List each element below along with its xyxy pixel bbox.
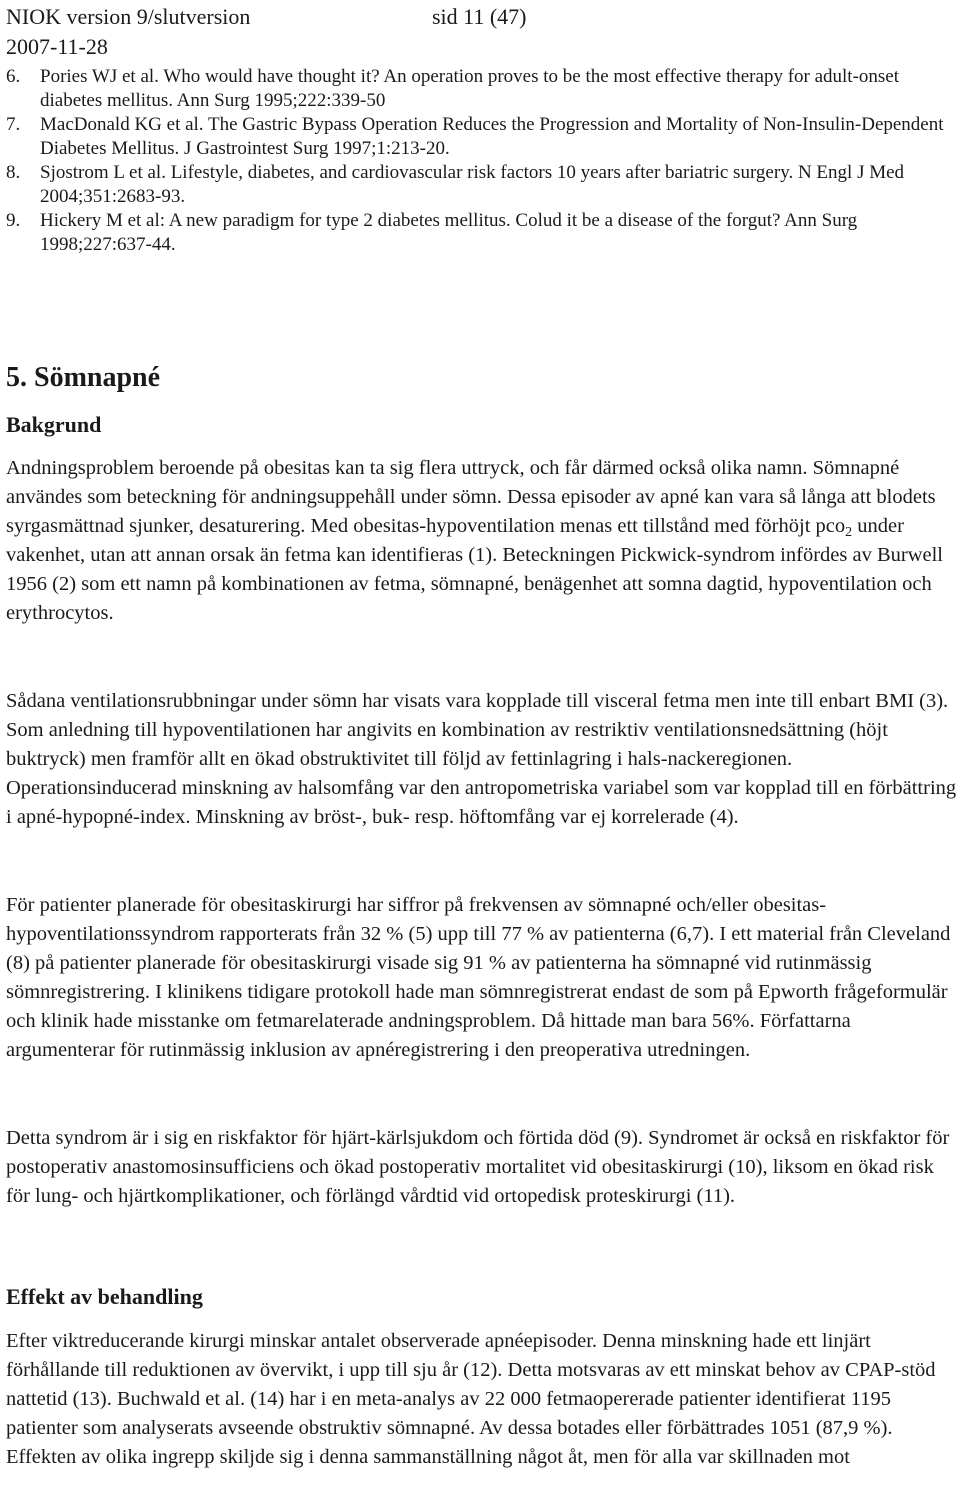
paragraph: Efter viktreducerande kirurgi minskar antalet observerade apnéepisoder. Denna minskning hade ett linjärt förhållande till reduktionen av övervikt, i upp till sju år (12). Detta motsvaras av ett minskat behov av CPAP-stöd nattetid (13). Buchwald et al. (14) har i en meta-analys av 22 000 fetmaopererade patienter identifierat 1195 patienter som analyserats avseende obstruktiv sömnapné. Av dessa botades eller förbättrades 1051 (87,9 %). Effekten av olika ingrepp skiljde sig i denna sammanställning något åt, men för alla var skillnaden mot [6,1330,936,1468]
document-version: NIOK version 9/slutversion [6,4,251,29]
reference-text: Hickery M et al: A new paradigm for type 2 diabetes mellitus. Colud it be a disease of the forgut? Ann Surg 1998;227:637-44. [40,210,858,255]
reference-item [6,209,956,257]
page-header [6,2,527,62]
document-date: 2007-11-28 [6,34,108,59]
subsection-heading-effekt: Effekt av behandling [6,1284,203,1309]
reference-item [6,161,956,209]
paragraph-text: Andningsproblem beroende på obesitas kan ta sig flera uttryck, och får därmed också olika namn. Sömnapné användes som beteckning för andningsuppehåll under sömn. Dessa episoder av apné kan vara så långa att blodets syrgasmättnad sjunker, desaturering. Med obesitas-hypoventilation menas ett tillstånd med förhöjt pco [6,457,936,537]
reference-number: 7. [6,114,21,135]
page-number: sid 11 (47) [432,4,527,29]
paragraph: För patienter planerade för obesitaskirurgi har siffror på frekvensen av sömnapné och/eller obesitas-hypoventilationssyndrom rapporterats från 32 % (5) upp till 77 % av patienterna (6,7). I ett material från Cleveland (8) på patienter planerade för obesitaskirurgi visade sig 91 % av patienterna ha sömnapné vid rutinmässig sömnregistrering. I klinikens tidigare protokoll hade man sömnregistrerat endast de som på Epworth frågeformulär och klinik hade misstanke om fetmarelaterade andningsproblem. Då hittade man bara 56%. Författarna argumenterar för rutinmässig inklusion av apnéregistrering i den preoperativa utredningen. [6,894,951,1061]
section-title: 5. Sömnapné [6,362,161,393]
header-date-row [6,32,250,62]
reference-text: Sjostrom L et al. Lifestyle, diabetes, and cardiovascular risk factors 10 years after bariatric surgery. N Engl J Med 2004;351:2683-93. [40,162,905,207]
reference-number: 6. [6,66,21,87]
paragraph: Detta syndrom är i sig en riskfaktor för hjärt-kärlsjukdom och förtida död (9). Syndromet är också en riskfaktor för postoperativ anastomosinsufficiens och ökad postoperativ mortalitet vid obesitaskirurgi (10), liksom en ökad risk för lung- och hjärtkomplikationer, och förlängd vårdtid vid ortopedisk proteskirurgi (11). [6,1127,950,1207]
reference-list [6,65,956,257]
subsection-heading-bakgrund: Bakgrund [6,412,102,437]
paragraph: Sådana ventilationsrubbningar under sömn har visats vara kopplade till visceral fetma men inte till enbart BMI (3). Som anledning till hypoventilationen har angivits en kombination av restriktiv ventilationsnedsättning (höjt buktryck) men framför allt en ökad obstruktivitet till följd av fettinlagring i hals-nackeregionen. Operationsinducerad minskning av halsomfång var den antropometriska variabel som var kopplad till en förbättring i apné-hypopné-index. Minskning av bröst-, buk- resp. höftomfång var ej korrelerade (4). [6,690,957,828]
reference-number: 8. [6,162,21,183]
reference-text: Pories WJ et al. Who would have thought it? An operation proves to be the most effective therapy for adult-onset diabetes mellitus. Ann Surg 1995;222:339-50 [40,66,900,111]
reference-text: MacDonald KG et al. The Gastric Bypass Operation Reduces the Progression and Mortality of Non-Insulin-Dependent Diabetes Mellitus. J Gastrointest Surg 1997;1:213-20. [40,114,944,159]
reference-number: 9. [6,210,21,231]
reference-item [6,113,956,161]
paragraph-text: under vakenhet, utan att annan orsak än fetma kan identifieras (1). Beteckningen Pickwick-syndrom infördes av Burwell 1956 (2) som ett namn på kombinationen av fetma, sömnapné, benägenhet att somna dagtid, hypoventilation och erythrocytos. [6,515,944,624]
paragraph [6,454,958,628]
subscript: 2 [845,525,853,540]
reference-item [6,65,956,113]
header-row [6,2,527,32]
